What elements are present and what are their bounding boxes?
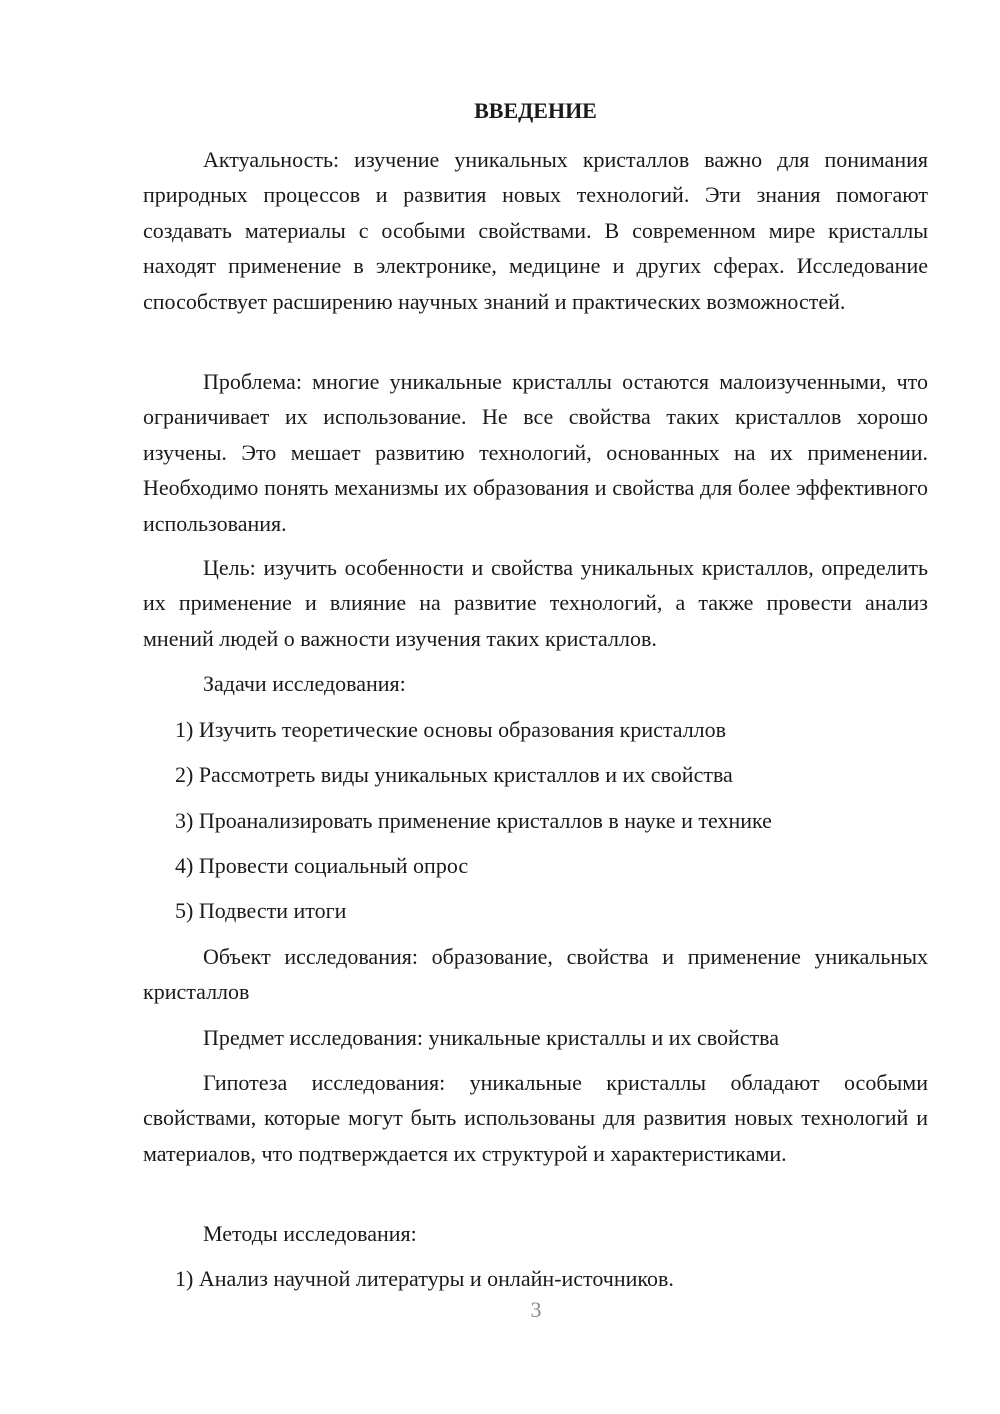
hypothesis-block bbox=[143, 1065, 928, 1171]
list-item: 2) Рассмотреть виды уникальных кристаллов и их свойства bbox=[175, 762, 733, 787]
methods-list-item-1 bbox=[143, 1261, 928, 1296]
list-item: 4) Провести социальный опрос bbox=[175, 853, 469, 878]
subject-block bbox=[143, 1020, 928, 1055]
list-item: 3) Проанализировать применение кристаллов в науке и технике bbox=[175, 808, 772, 833]
object-block bbox=[143, 939, 928, 1010]
page-title: ВВЕДЕНИЕ bbox=[474, 98, 597, 123]
problem-paragraph: Проблема: многие уникальные кристаллы остаются малоизученными, что ограничивает их использование. Не все свойства таких кристаллов хорошо изучены. Это мешает развитию технологий, основанных на их применении. Необходимо понять механизмы их образования и свойства для более эффективного использования. bbox=[143, 369, 928, 536]
relevance-paragraph: Актуальность: изучение уникальных кристаллов важно для понимания природных процессов и развития новых технологий. Эти знания помогают создавать материалы с особыми свойствами. В современном мире кристаллы находят применение в электронике, медицине и других сферах. Исследование способствует расширению научных знаний и практических возможностей. bbox=[143, 147, 928, 314]
methods-heading-block bbox=[143, 1216, 928, 1251]
tasks-list-item-3 bbox=[143, 803, 928, 838]
problem-block bbox=[143, 364, 928, 541]
tasks-heading-block bbox=[143, 666, 928, 701]
tasks-heading: Задачи исследования: bbox=[203, 671, 406, 696]
list-item: 1) Анализ научной литературы и онлайн-источников. bbox=[175, 1266, 674, 1291]
list-item: 5) Подвести итоги bbox=[175, 898, 347, 923]
subject-paragraph: Предмет исследования: уникальные кристаллы и их свойства bbox=[203, 1025, 780, 1050]
page-number: 3 bbox=[530, 1297, 542, 1322]
object-paragraph: Объект исследования: образование, свойства и применение уникальных кристаллов bbox=[143, 944, 928, 1005]
tasks-list-item-4 bbox=[143, 848, 928, 883]
tasks-list-item-5 bbox=[143, 893, 928, 928]
tasks-list-item-1 bbox=[143, 712, 928, 747]
tasks-list-item-2 bbox=[143, 757, 928, 792]
hypothesis-paragraph: Гипотеза исследования: уникальные кристаллы обладают особыми свойствами, которые могут быть использованы для развития новых технологий и материалов, что подтверждается их структурой и характеристиками. bbox=[143, 1070, 928, 1166]
methods-heading: Методы исследования: bbox=[203, 1221, 417, 1246]
goal-paragraph: Цель: изучить особенности и свойства уникальных кристаллов, определить их применение и влияние на развитие технологий, а также провести анализ мнений людей о важности изучения таких кристаллов. bbox=[143, 555, 928, 651]
goal-block bbox=[143, 550, 928, 656]
relevance-block bbox=[143, 142, 928, 319]
list-item: 1) Изучить теоретические основы образования кристаллов bbox=[175, 717, 727, 742]
